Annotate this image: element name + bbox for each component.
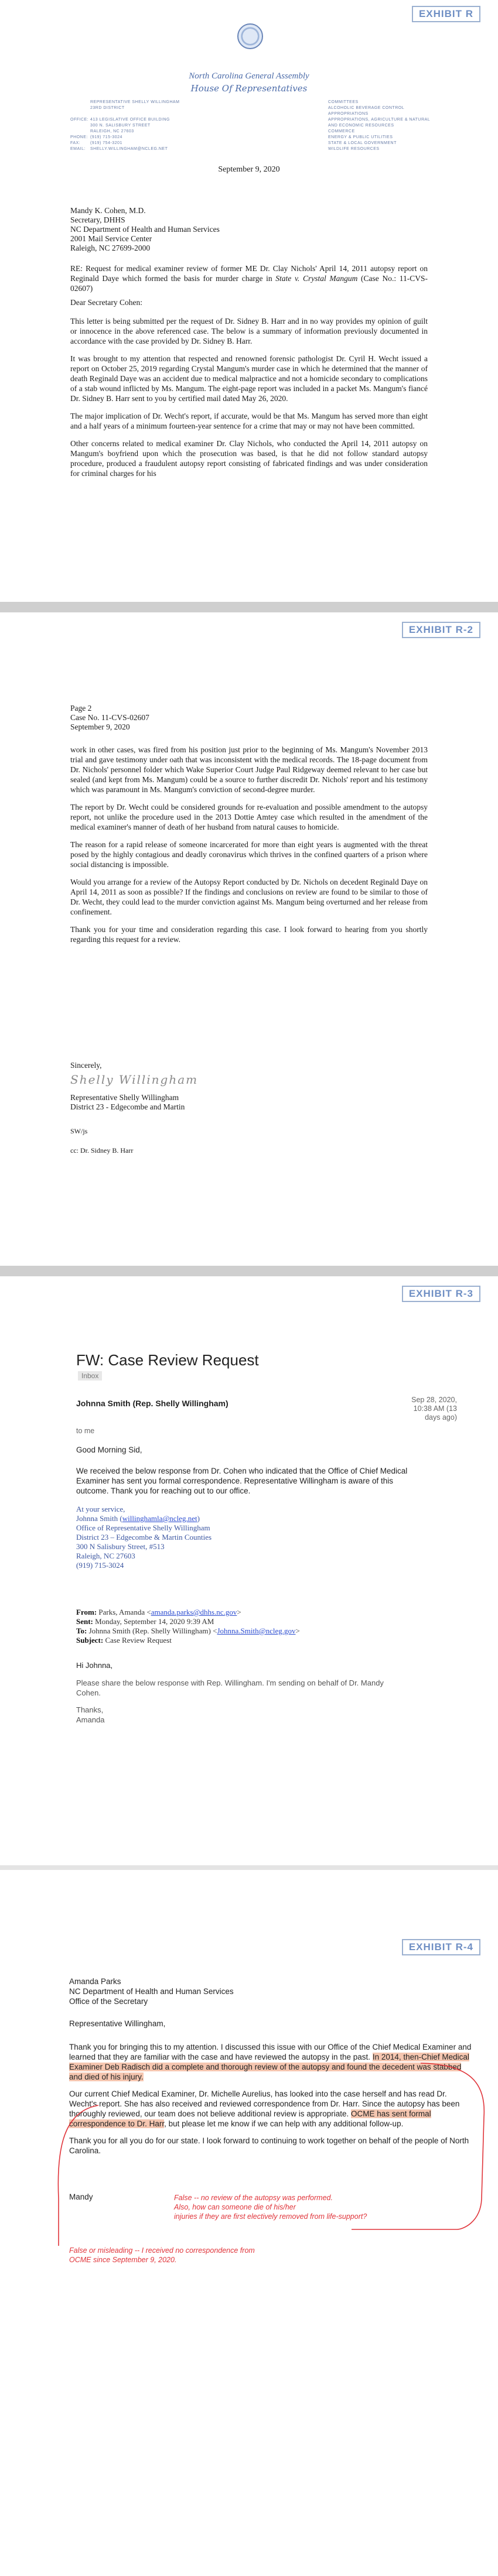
note-line: False -- no review of the autopsy was performed. bbox=[174, 2194, 333, 2202]
note-line: False or misleading -- I received no correspondence from bbox=[69, 2246, 255, 2255]
sig-line: Office of Representative Shelly Willingham bbox=[76, 1523, 210, 1532]
sig-line: 300 N Salisbury Street, #513 bbox=[76, 1542, 165, 1551]
signer-block bbox=[70, 1093, 185, 1112]
response-text: Our current Chief Medical Examiner, Dr. Michelle Aurelius, has looked into the case herself and has read Dr. Wecht's report. She has also received and reviewed correspondence from Dr. Harr. Since the autopsy has been thoroughly reviewed, our team does not believe additional review is appropriate. bbox=[69, 2089, 460, 2118]
exhibit-label: EXHIBIT R bbox=[412, 6, 480, 22]
fw-from bbox=[76, 1608, 300, 1617]
sig-name bbox=[76, 1514, 212, 1523]
fw-to bbox=[76, 1626, 300, 1636]
fw-sender-name: Amanda bbox=[76, 1715, 105, 1724]
fw-to-email-link[interactable]: Johnna.Smith@ncleg.gov bbox=[217, 1626, 296, 1635]
paragraph: The reason for a rapid release of someone incarcerated for more than eight years is augmented with the threat posed by the highly contagious and deadly coronavirus which thrives in the confined quarters of a prison where social distancing is impossible. bbox=[70, 840, 428, 869]
paragraph: Thank you for your time and consideration regarding this case. I look forward to hearing from you shortly regarding this request for a review. bbox=[70, 925, 428, 944]
response-signoff: Mandy bbox=[69, 2193, 93, 2201]
fw-sent-value: Monday, September 14, 2020 9:39 AM bbox=[93, 1617, 214, 1626]
email-page-1 bbox=[0, 1280, 498, 1865]
cc-line: cc: Dr. Sidney B. Harr bbox=[70, 1146, 134, 1155]
email-date bbox=[393, 1396, 457, 1422]
annotation-note-right bbox=[174, 2193, 367, 2221]
letterhead-right-column bbox=[328, 100, 430, 152]
header-line: Office of the Secretary bbox=[69, 1997, 148, 2006]
row-value: ENERGY & PUBLIC UTILITIES bbox=[328, 135, 393, 139]
fw-subject bbox=[76, 1636, 300, 1645]
response-text: Thank you for bringing this to my attention. I discussed this issue with our Office of the Chief Medical Examiner and learned that they are familiar with the case and have reviewed the autopsy in the past. bbox=[69, 2043, 472, 2061]
handwritten-signature: Shelly Willingham bbox=[70, 1073, 199, 1087]
fw-label: Subject: bbox=[76, 1636, 104, 1645]
email-body: We received the below response from Dr. Cohen who indicated that the Office of Chief Medical Examiner has sent you formal correspondence. Representative Willingham is aware of this outcome. Thank you for reaching out to our office. bbox=[76, 1467, 408, 1495]
letterhead-row bbox=[70, 105, 179, 111]
letterhead-row bbox=[328, 146, 430, 152]
email-page-2 bbox=[0, 1871, 498, 2576]
exhibit-label: EXHIBIT R-4 bbox=[402, 1939, 480, 1955]
row-value: STATE & LOCAL GOVERNMENT bbox=[328, 141, 397, 145]
letterhead-row bbox=[70, 123, 179, 129]
page-divider bbox=[0, 1865, 498, 1870]
date-line: days ago) bbox=[425, 1413, 457, 1421]
annotation-note-left bbox=[69, 2246, 255, 2265]
email-subject: FW: Case Review Request bbox=[76, 1351, 259, 1369]
assembly-name: North Carolina General Assembly bbox=[189, 71, 309, 81]
letterhead-row bbox=[328, 141, 430, 146]
header-line: NC Department of Health and Human Services bbox=[69, 1987, 234, 1996]
paragraph: Would you arrange for a review of the Autopsy Report conducted by Dr. Nichols on decedent Reginald Daye on April 14, 2011 as soon as possible? If the findings and conclusions on review are found to be similar to those of Dr. Wecht, they could lead to the murder conviction against Ms. Mangum being overturned and her release from confinement. bbox=[70, 878, 428, 916]
paragraph: It was brought to my attention that respected and renowned forensic pathologist Dr. Cyril H. Wecht issued a report on October 25, 2019 regarding Crystal Mangum's murder case in which he determined that the manner of death Reginald Daye was an accident due to medical malpractice and not a homicide secondary to complications of a stab wound inflicted by Ms. Mangum. The eight-page report was included in a packet Ms. Mangum's fiancé Dr. Sidney B. Harr sent to you by certified mail dated May 26, 2020. bbox=[70, 354, 428, 403]
row-value: COMMITTEES bbox=[328, 100, 359, 104]
highlighted-claim-1: In 2014, then-Chief Medical Examiner Deb Radisch did a complete and thorough review of the autopsy and found the decedent was stabbed and died of his injury. bbox=[69, 2053, 469, 2081]
address-line: Secretary, DHHS bbox=[70, 215, 125, 224]
fw-body: Please share the below response with Rep. Willingham. I'm sending on behalf of Dr. Mandy Cohen. bbox=[76, 1678, 384, 1697]
fw-thanks bbox=[76, 1705, 104, 1725]
sig-name-end: ) bbox=[197, 1514, 200, 1523]
note-line: injuries if they are first electively removed from life-support? bbox=[174, 2212, 367, 2221]
fw-from-name: Parks, Amanda < bbox=[97, 1608, 151, 1616]
row-key: EMAIL: bbox=[70, 147, 86, 151]
row-value: (919) 715-3024 bbox=[90, 135, 122, 139]
sig-line: Raleigh, NC 27603 bbox=[76, 1551, 135, 1560]
paragraph: Other concerns related to medical examiner Dr. Clay Nichols, who conducted the April 14, 2011 autopsy on Mangum's boyfriend upon which the prosecution was based, is that he did not follow standard autopsy procedure, produced a fraudulent autopsy report consisting of fabricated findings and was under consideration for criminal charges for his bbox=[70, 439, 428, 478]
fw-subject-value: Case Review Request bbox=[103, 1636, 172, 1645]
email-signature bbox=[76, 1505, 212, 1570]
annotation-bracket-left bbox=[58, 2105, 98, 2246]
paragraph: The report by Dr. Wecht could be considered grounds for re-evaluation and possible amendment to the autopsy report, not unlike the procedure used in the 2013 Dottie Amtey case which resulted in the amendment of the medical examiner's manner of death of her husband from natural causes to homicide. bbox=[70, 803, 428, 831]
folder-badge[interactable]: Inbox bbox=[78, 1371, 102, 1381]
row-key: OFFICE: bbox=[70, 118, 89, 122]
fw-bracket: > bbox=[237, 1608, 241, 1616]
fw-thanks-line: Thanks, bbox=[76, 1705, 104, 1714]
row-value: APPROPRIATIONS bbox=[328, 112, 369, 116]
fw-bracket: > bbox=[295, 1626, 300, 1635]
fw-from-email-link[interactable]: amanda.parks@dhhs.nc.gov bbox=[151, 1608, 237, 1616]
recipient-line[interactable]: to me bbox=[76, 1427, 95, 1435]
signer-name: Representative Shelly Willingham bbox=[70, 1093, 179, 1102]
re-case-number: (Case No.: 11-CVS-02607) bbox=[70, 274, 428, 293]
note-line: OCME since September 9, 2020. bbox=[69, 2256, 177, 2264]
salutation: Dear Secretary Cohen: bbox=[70, 298, 142, 307]
sig-name-text: Johnna Smith ( bbox=[76, 1514, 122, 1523]
row-value: 300 N. SALISBURY STREET bbox=[90, 124, 151, 128]
state-seal-icon bbox=[237, 23, 263, 49]
row-value: 413 LEGISLATIVE OFFICE BUILDING bbox=[90, 118, 170, 122]
page-header-line: Page 2 bbox=[70, 704, 92, 712]
fw-sent bbox=[76, 1617, 300, 1626]
date-line: 10:38 AM (13 bbox=[413, 1405, 457, 1413]
letterhead-row bbox=[70, 111, 179, 117]
address-line: Mandy K. Cohen, M.D. bbox=[70, 206, 146, 215]
row-key: FAX: bbox=[70, 141, 81, 145]
forwarded-header bbox=[76, 1608, 300, 1645]
letterhead-left-column bbox=[70, 100, 179, 152]
row-value: SHELLY.WILLINGHAM@NCLEG.NET bbox=[90, 147, 168, 151]
letterhead-row bbox=[70, 141, 179, 146]
recipient-address bbox=[70, 206, 220, 253]
row-value: 23RD DISTRICT bbox=[90, 106, 125, 110]
page-header-line: Case No. 11-CVS-02607 bbox=[70, 713, 149, 722]
sig-line: At your service, bbox=[76, 1505, 125, 1513]
fw-to-name: Johnna Smith (Rep. Shelly Willingham) < bbox=[87, 1626, 217, 1635]
fw-label: From: bbox=[76, 1608, 97, 1616]
letter-body-1 bbox=[70, 316, 428, 486]
fw-greeting: Hi Johnna, bbox=[76, 1661, 113, 1670]
letterhead-row bbox=[70, 146, 179, 152]
fw-label: To: bbox=[76, 1626, 87, 1635]
response-paragraph-3: Thank you for all you do for our state. I look forward to continuing to work together on behalf of the people of North Carolina. bbox=[69, 2136, 469, 2155]
page-divider bbox=[0, 1266, 498, 1276]
response-text: , but please let me know if we can help with any additional follow-up. bbox=[164, 2119, 404, 2128]
row-value: AND ECONOMIC RESOURCES bbox=[328, 124, 394, 128]
letterhead-row bbox=[70, 129, 179, 135]
sig-email-link[interactable]: willinghamla@ncleg.net bbox=[122, 1514, 197, 1523]
row-value: APPROPRIATIONS, AGRICULTURE & NATURAL bbox=[328, 118, 431, 122]
letterhead-row bbox=[328, 111, 430, 117]
sig-line: District 23 – Edgecombe & Martin Counties bbox=[76, 1533, 212, 1542]
letter-date: September 9, 2020 bbox=[218, 165, 280, 174]
letterhead-row bbox=[70, 100, 179, 105]
letterhead-row bbox=[328, 105, 430, 111]
letterhead-row bbox=[328, 135, 430, 141]
letterhead-row bbox=[70, 117, 179, 123]
address-line: 2001 Mail Service Center bbox=[70, 234, 152, 243]
letter-body-2 bbox=[70, 745, 428, 952]
fw-label: Sent: bbox=[76, 1617, 93, 1626]
row-value: REPRESENTATIVE SHELLY WILLINGHAM bbox=[90, 100, 180, 104]
exhibit-label: EXHIBIT R-2 bbox=[402, 622, 480, 638]
page-divider bbox=[0, 602, 498, 612]
closing: Sincerely, bbox=[70, 1061, 102, 1070]
row-value: RALEIGH, NC 27603 bbox=[90, 129, 134, 133]
paragraph: work in other cases, was fired from his position just prior to the beginning of Ms. Mangum's November 2013 trial and gave testimony under oath that was inconsistent with the medical records. The 18-page document from Dr. Nichols' personnel folder which Wake Superior Court Judge Paul Ridgeway deemed relevant to her case but sealed (and kept from Ms. Mangum) could be a source to further discredit Dr. Nichols' report and his testimony which was paramount in Ms. Mangum's conviction of second-degree murder. bbox=[70, 745, 428, 794]
row-key: PHONE: bbox=[70, 135, 88, 139]
date-line: Sep 28, 2020, bbox=[411, 1396, 457, 1404]
exhibit-label: EXHIBIT R-3 bbox=[402, 1286, 480, 1302]
highlighted-claim-2: OCME has sent formal correspondence to Dr. Harr bbox=[69, 2109, 431, 2128]
page-header-line: September 9, 2020 bbox=[70, 722, 130, 731]
response-greeting: Representative Willingham, bbox=[69, 2019, 166, 2028]
row-value: (919) 754-3201 bbox=[90, 141, 122, 145]
email-greeting: Good Morning Sid, bbox=[76, 1445, 142, 1454]
row-value: ALCOHOLIC BEVERAGE CONTROL bbox=[328, 106, 405, 110]
letter-page-2 bbox=[0, 616, 498, 1266]
sig-line: (919) 715-3024 bbox=[76, 1561, 124, 1570]
address-line: NC Department of Health and Human Services bbox=[70, 225, 220, 234]
row-value: WILDLIFE RESOURCES bbox=[328, 147, 380, 151]
re-text: RE: Request for medical examiner review of former ME Dr. Clay Nichols' April 14, 2011 autopsy report on Reginald Daye which formed the basis for murder charge in bbox=[70, 264, 428, 283]
row-value: COMMERCE bbox=[328, 129, 355, 133]
re-case-name: State v. Crystal Mangum bbox=[275, 274, 358, 283]
note-line: Also, how can someone die of his/her bbox=[174, 2203, 296, 2211]
letterhead-row bbox=[328, 123, 430, 129]
letterhead-row bbox=[328, 100, 430, 105]
letter-page-1 bbox=[0, 0, 498, 597]
initials: SW/js bbox=[70, 1127, 88, 1135]
letterhead-row bbox=[328, 129, 430, 135]
page-2-header bbox=[70, 704, 149, 732]
paragraph: This letter is being submitted per the request of Dr. Sidney B. Harr and in no way provides my opinion of guilt or innocence in the above referenced case. The below is a summary of information previously documented in accordance with the case provided by Dr. Sidney B. Harr. bbox=[70, 317, 428, 345]
re-line bbox=[70, 263, 428, 301]
address-line: Raleigh, NC 27699-2000 bbox=[70, 244, 151, 252]
letterhead-row bbox=[328, 117, 430, 123]
header-line: Amanda Parks bbox=[69, 1977, 121, 1986]
letterhead-row bbox=[70, 135, 179, 141]
annotation-bracket-right bbox=[421, 2063, 484, 2229]
signer-district: District 23 - Edgecombe and Martin bbox=[70, 1102, 185, 1111]
house-name: House Of Representatives bbox=[190, 83, 308, 94]
sender-name: Johnna Smith (Rep. Shelly Willingham) bbox=[76, 1399, 228, 1408]
paragraph: The major implication of Dr. Wecht's report, if accurate, would be that Ms. Mangum has served more than eight and a half years of a minimum fourteen-year sentence for a crime that may or may not have been committed. bbox=[70, 412, 428, 430]
